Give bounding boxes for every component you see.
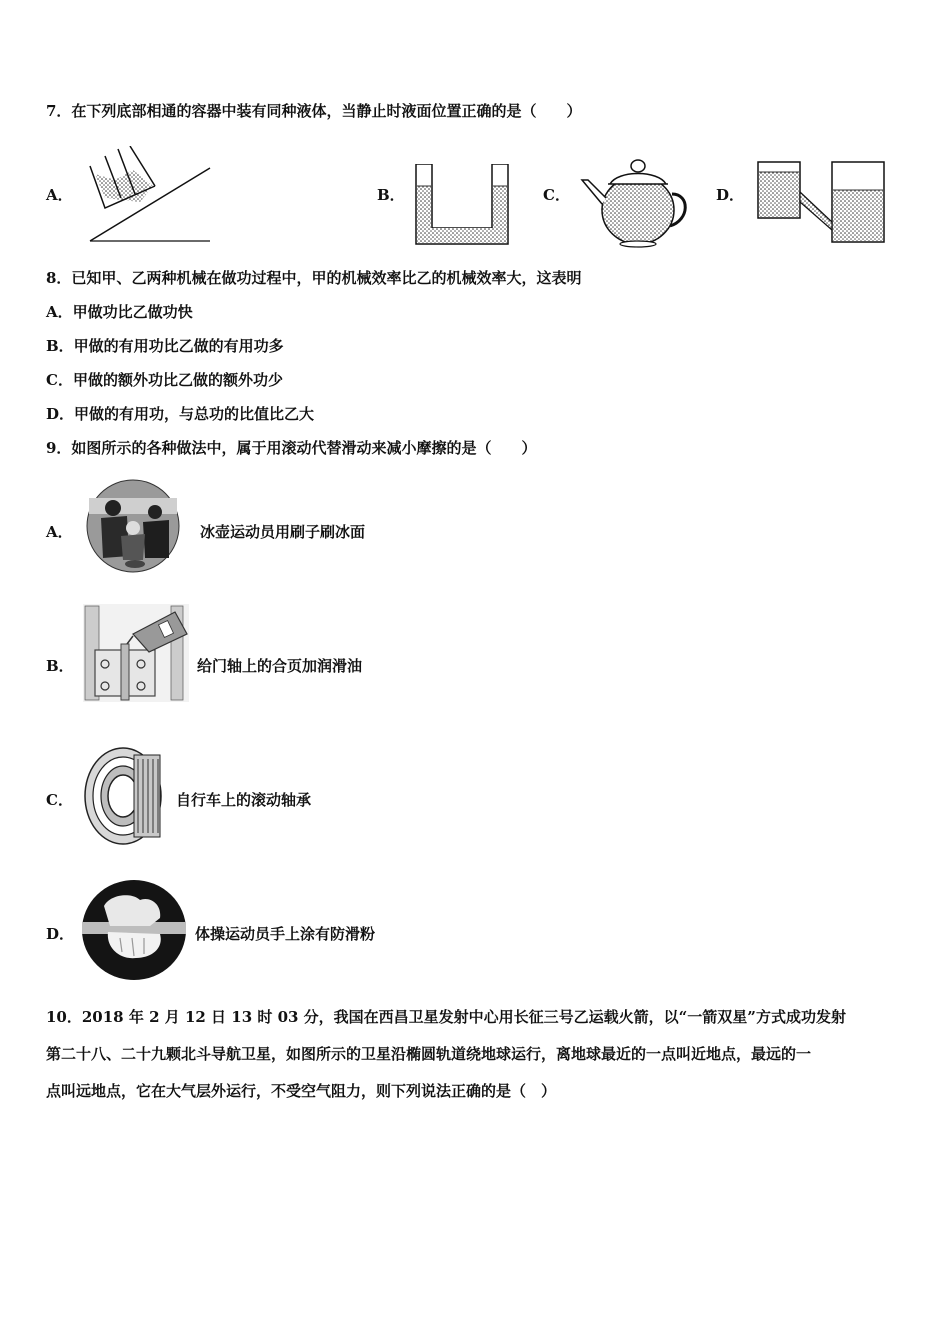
q9-figure-b-hinge-oil	[83, 604, 189, 702]
q7-option-b-label[interactable]: B．	[377, 186, 405, 204]
q8-option-d[interactable]: D．甲做的有用功，与总功的比值比乙大	[46, 405, 315, 423]
q7-stem: 7．在下列底部相通的容器中装有同种液体，当静止时液面位置正确的是（ ）	[46, 102, 582, 120]
q10-line-3: 点叫远地点，它在大气层外运行，不受空气阻力，则下列说法正确的是（ ）	[46, 1082, 557, 1100]
q7-figure-a-tilted-container	[85, 146, 215, 246]
q9-option-a-label[interactable]: A．	[46, 523, 73, 541]
q8-option-b[interactable]: B．甲做的有用功比乙做的有用功多	[46, 337, 284, 355]
q8-stem: 8．已知甲、乙两种机械在做功过程中，甲的机械效率比乙的机械效率大，这表明	[46, 269, 582, 287]
q10-line-1: 10．2018 年 2 月 12 日 13 时 03 分，我国在西昌卫星发射中心用长征三号乙运载火箭，以“一箭双星”方式成功发射	[46, 1008, 846, 1026]
q7-figure-d-two-containers	[752, 160, 888, 244]
q9-option-c-caption: 自行车上的滚动轴承	[176, 791, 312, 809]
q7-figure-b-u-tube	[412, 164, 512, 246]
q7-option-d-label[interactable]: D．	[716, 186, 745, 204]
q7-option-c-label[interactable]: C．	[543, 186, 570, 204]
q9-figure-a-curling-photo	[83, 478, 183, 574]
q9-option-a-caption: 冰壶运动员用刷子刷冰面	[200, 523, 366, 541]
q7-option-a-label[interactable]: A．	[46, 186, 73, 204]
q9-stem: 9．如图所示的各种做法中，属于用滚动代替滑动来减小摩擦的是（ ）	[46, 439, 537, 457]
q10-line-2: 第二十八、二十九颗北斗导航卫星，如图所示的卫星沿椭圆轨道绕地球运行，离地球最近的一点叫近地点，最远的一	[46, 1045, 812, 1063]
q9-option-c-label[interactable]: C．	[46, 791, 73, 809]
q9-option-d-caption: 体操运动员手上涂有防滑粉	[195, 925, 376, 943]
q9-figure-c-ball-bearing	[80, 745, 166, 847]
q9-option-d-label[interactable]: D．	[46, 925, 75, 943]
q9-option-b-caption: 给门轴上的合页加润滑油	[197, 657, 363, 675]
q8-option-a[interactable]: A．甲做功比乙做功快	[46, 303, 193, 321]
q8-option-c[interactable]: C．甲做的额外功比乙做的额外功少	[46, 371, 283, 389]
q9-option-b-label[interactable]: B．	[46, 657, 74, 675]
q7-figure-c-teapot	[578, 152, 694, 248]
q9-figure-d-gymnast-hands	[80, 878, 188, 982]
